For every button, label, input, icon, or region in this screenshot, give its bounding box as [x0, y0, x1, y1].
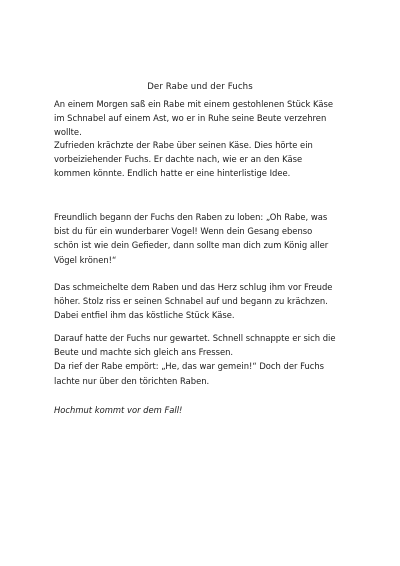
- text-line: vorbeiziehender Fuchs. Er dachte nach, wie er an den Käse: [54, 154, 303, 165]
- text-line: kommen könnte. Endlich hatte er eine hinterlistige Idee.: [54, 168, 291, 179]
- paragraph-ending: [54, 331, 370, 388]
- text-line: Beute und machte sich gleich ans Fressen.: [54, 347, 234, 358]
- moral-line: [54, 403, 370, 417]
- text-line: bist du für ein wunderbarer Vogel! Wenn dein Gesang ebenso: [54, 226, 313, 237]
- page-title: Der Rabe und der Fuchs: [147, 82, 253, 92]
- text-line: Hochmut kommt vor dem Fall!: [54, 405, 183, 415]
- text-line: Zufrieden krächzte der Rabe über seinen Käse. Dies hörte ein: [54, 140, 313, 150]
- text-line: Vögel krönen!“: [54, 254, 117, 265]
- text-line: im Schnabel auf einem Ast, wo er in Ruhe seine Beute verzehren: [54, 113, 327, 124]
- text-line: Darauf hatte der Fuchs nur gewartet. Schnell schnappte er sich die: [54, 333, 336, 343]
- text-line: Freundlich begann der Fuchs den Raben zu loben: „Oh Rabe, was: [54, 212, 328, 222]
- text-line: Da rief der Rabe empört: „He, das war gemein!“ Doch der Fuchs: [54, 361, 325, 372]
- paragraph-praise: [54, 210, 370, 267]
- text-line: Dabei entfiel ihm das köstliche Stück Käse.: [54, 310, 235, 321]
- paragraph-flattery: [54, 280, 370, 323]
- text-line: Das schmeichelte dem Raben und das Herz schlug ihm vor Freude: [54, 282, 333, 292]
- paragraph-intro: [54, 97, 370, 140]
- text-line: höher. Stolz riss er seinen Schnabel auf und begann zu krächzen.: [54, 296, 328, 307]
- text-line: wollte.: [54, 127, 82, 138]
- text-line: lachte nur über den törichten Raben.: [54, 375, 210, 386]
- text-line: schön ist wie dein Gefieder, dann sollte man dich zum König aller: [54, 240, 329, 251]
- paragraph-idea: [54, 138, 370, 181]
- text-line: An einem Morgen saß ein Rabe mit einem gestohlenen Stück Käse: [54, 99, 333, 109]
